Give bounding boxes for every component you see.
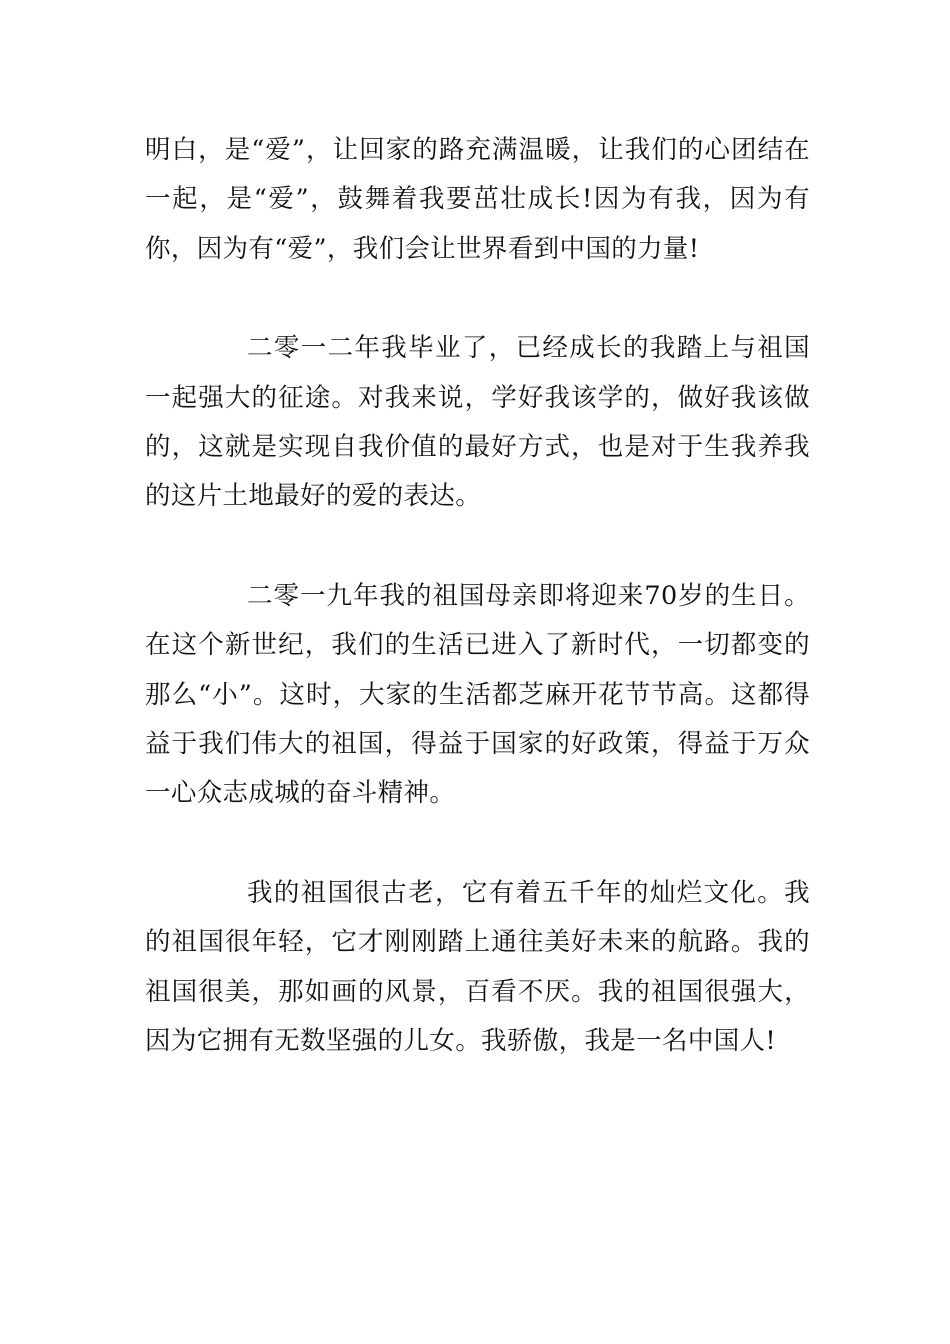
document-body (145, 126, 810, 1067)
paragraph-3: 二零一九年我的祖国母亲即将迎来70岁的生日。在这个新世纪，我们的生活已进入了新时代，一切都变的那么“小”。这时，大家的生活都芝麻开花节节高。这都得益于我们伟大的祖国，得益于国家的好政策，得益于万众一心众志成城的奋斗精神。 (145, 580, 810, 809)
paragraph-4: 我的祖国很古老，它有着五千年的灿烂文化。我的祖国很年轻，它才刚刚踏上通往美好未来的航路。我的祖国很美，那如画的风景，百看不厌。我的祖国很强大，因为它拥有无数坚强的儿女。我骄傲，我是一名中国人! (145, 877, 810, 1057)
paragraph-1: 明白，是“爱”，让回家的路充满温暖，让我们的心团结在一起，是“爱”，鼓舞着我要茁壮成长!因为有我，因为有你，因为有“爱”，我们会让世界看到中国的力量! (145, 135, 810, 264)
paragraph-2: 二零一二年我毕业了，已经成长的我踏上与祖国一起强大的征途。对我来说，学好我该学的，做好我该做的，这就是实现自我价值的最好方式，也是对于生我养我的这片土地最好的爱的表达。 (145, 333, 810, 512)
